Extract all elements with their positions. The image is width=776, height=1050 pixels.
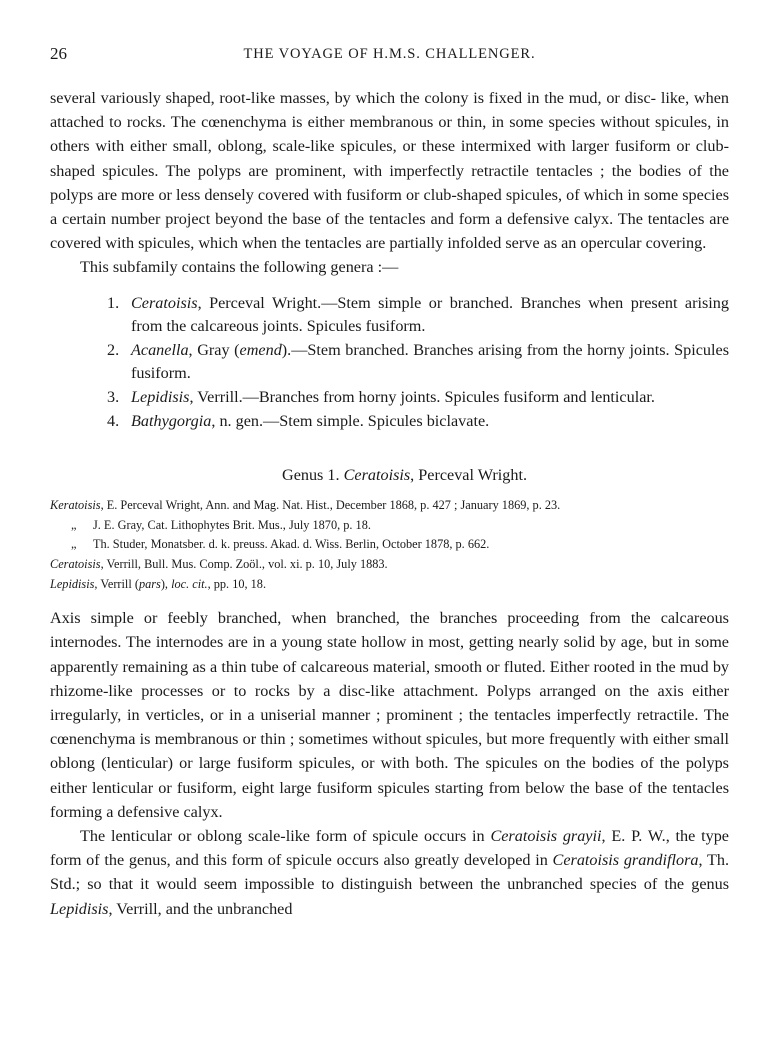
subfamily-intro: This subfamily contains the following genera :—: [80, 258, 399, 277]
text-run: , Verrill, and the unbranched: [108, 899, 293, 918]
synonym-genus: Lepidisis: [50, 576, 95, 591]
text-line: like, when attached to rocks. The cœnenchyma is either membranous or thin, in some: [50, 89, 729, 132]
synonymy-list: [50, 496, 729, 594]
text-line: imperfectly retractile tentacles ; the bodies of the polyps are more or less densely covered: [50, 161, 729, 204]
genus-description: , Perceval Wright.—Stem simple or branched. Branches when present arising from the calcareous joints. Spicules fusiform.: [131, 293, 729, 336]
text-line: calcareous internodes. The internodes are in a young state hollow in most, getting: [50, 609, 729, 652]
text-line: covering.: [645, 234, 707, 253]
genus-heading: [50, 464, 729, 486]
text-line: The cœnenchyma is membranous or thin ; sometimes without spicules, but more: [50, 705, 729, 749]
synonym-genus: Keratoisis: [50, 498, 101, 513]
genus-item: [107, 410, 729, 434]
genus-name: Lepidisis: [131, 388, 190, 406]
body-text: [50, 86, 729, 921]
ditto-mark: „: [71, 517, 77, 532]
synonym-citation: J. E. Gray, Cat. Lithophytes Brit. Mus., July 1870, p. 18.: [93, 517, 371, 532]
genus-item: [107, 339, 729, 386]
genus-author: , Gray (: [188, 340, 240, 359]
text-line: with fusiform or club-shaped spicules, of which in some species a certain number project: [50, 185, 729, 229]
genus-number: 4.: [107, 411, 120, 430]
synonym-citation: , E. Perceval Wright, Ann. and Mag. Nat. Hist., December 1868, p. 427 ; January 1869, p. 23.: [100, 498, 561, 513]
ditto-mark: „: [71, 537, 77, 552]
final-paragraph: [50, 824, 729, 921]
genus-number: 1.: [107, 293, 120, 312]
text-run: , E. P. W., the type form of the genus, and this form of spicule occurs also greatly developed in: [50, 826, 729, 870]
text-line: The spicules on the bodies of the polyps either lenticular or fusiform, eight large fusiform: [50, 754, 729, 797]
text-line: rocks by a disc-like attachment. Polyps arranged on the axis either irregularly, in: [50, 681, 729, 724]
text-run: The lenticular or oblong scale-like form of spicule occurs in: [80, 826, 491, 845]
synonym-citation: , Verrill, Bull. Mus. Comp. Zoöl., vol. xi. p. 10, July 1883.: [100, 556, 388, 571]
text-line: frequently with either small oblong (lenticular) or large fusiform spicules, or with both.: [50, 730, 730, 773]
genus-name: Acanella: [131, 340, 189, 359]
synonymy-entry: [50, 496, 729, 516]
genus-description: , n. gen.—Stem simple. Spicules biclavate.: [211, 411, 490, 430]
synonymy-entry: [50, 535, 729, 555]
genus-heading-prefix: Genus 1.: [282, 466, 344, 485]
pars-note: pars: [138, 576, 161, 591]
species-name: Ceratoisis grandiflora: [552, 851, 699, 870]
synonymy-entry: [50, 575, 729, 595]
genus-name: Ceratoisis: [131, 293, 198, 312]
emend-note: emend: [239, 340, 282, 359]
synonymy-entry: [50, 516, 729, 536]
text-line: Axis simple or feebly branched, when branched, the branches proceeding from the: [50, 609, 651, 628]
synonym-citation: , pp. 10, 18.: [207, 576, 267, 591]
running-title: THE VOYAGE OF H.M.S. CHALLENGER.: [243, 46, 536, 62]
genus-item: [107, 292, 729, 339]
genus-description: ).—Stem branched. Branches arising from the horny joints. Spicules fusiform.: [131, 340, 730, 383]
genus-name: Bathygorgia: [131, 411, 212, 430]
description-paragraph: [50, 606, 729, 824]
synonym-citation: Th. Studer, Monatsber. d. k. preuss. Akad. d. Wiss. Berlin, October 1878, p. 662.: [93, 537, 490, 552]
text-run: , Th. Std.; so that it would seem impossible to distinguish between the unbranched species of the genus: [50, 851, 729, 894]
synonym-genus: Ceratoisis: [50, 556, 101, 571]
page-header: [50, 44, 729, 66]
text-line: species without spicules, in others with either small, oblong, scale-like spicules, or these: [50, 113, 730, 156]
text-line: nearly solid by age, but in some apparently remaining as a thin tube of calcareous: [50, 633, 729, 676]
genus-number: 3.: [107, 388, 120, 406]
text-line: several variously shaped, root-like masses, by which the colony is fixed in the mud, or disc-: [50, 89, 657, 107]
text-line: beyond the base of the tentacles and form a defensive calyx. The tentacles are covered: [50, 210, 730, 253]
genus-description: , Verrill.—Branches from horny joints. Spicules fusiform and lenticular.: [189, 388, 655, 406]
loc-cit: loc. cit.: [171, 576, 208, 591]
page-number: 26: [50, 44, 67, 63]
genus-heading-name: Ceratoisis: [343, 466, 411, 485]
text-line: verticles, or in a uniserial manner ; prominent ; the tentacles imperfectly retractile.: [145, 705, 699, 724]
text-line: with spicules, which when the tentacles are partially infolded serve as an opercular: [105, 234, 642, 253]
synonym-citation: , Verrill (: [94, 576, 139, 591]
genus-heading-suffix: , Perceval Wright.: [410, 466, 527, 485]
text-line: spicules starting from below the base of the tentacles forming a defensive calyx.: [50, 778, 730, 821]
species-name: Ceratoisis grayii: [490, 826, 602, 845]
genus-number: 2.: [107, 340, 120, 359]
synonymy-entry: [50, 555, 729, 575]
genus-item: [107, 386, 729, 410]
intro-paragraph: [50, 86, 729, 255]
text-line: material, smooth or fluted. Either rooted in the mud by rhizome-like processes or to: [50, 657, 730, 700]
genus-name: Lepidisis: [50, 899, 109, 918]
synonym-citation: ),: [160, 576, 172, 591]
text-line: intermixed with larger fusiform or club-shaped spicules. The polyps are prominent, with: [50, 137, 730, 180]
genera-list: [50, 292, 729, 434]
